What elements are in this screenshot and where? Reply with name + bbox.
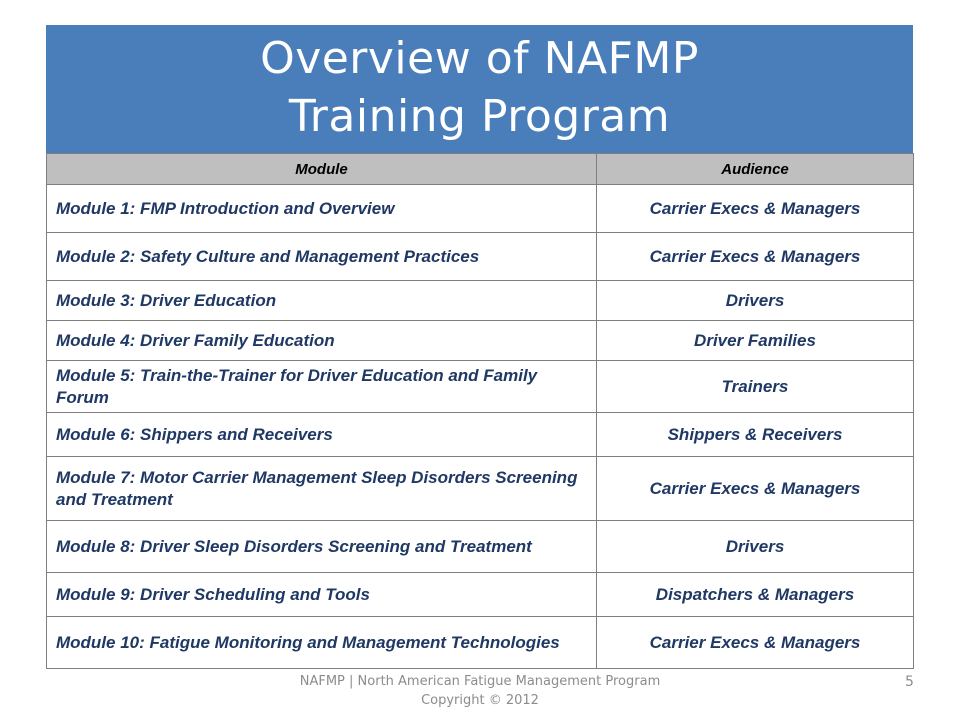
table-row [47, 457, 914, 521]
table-row [47, 281, 914, 321]
audience-cell: Carrier Execs & Managers [597, 233, 914, 281]
module-cell: Module 9: Driver Scheduling and Tools [47, 573, 597, 617]
table-row [47, 321, 914, 361]
audience-cell: Dispatchers & Managers [597, 573, 914, 617]
slide-title-line-2: Training Program [288, 91, 671, 142]
table-row [47, 573, 914, 617]
module-cell: Module 10: Fatigue Monitoring and Management Technologies [47, 617, 597, 669]
module-cell: Module 5: Train-the-Trainer for Driver Education and Family Forum [47, 361, 597, 413]
audience-cell: Drivers [597, 281, 914, 321]
module-cell: Module 6: Shippers and Receivers [47, 413, 597, 457]
table-row [47, 361, 914, 413]
module-cell: Module 7: Motor Carrier Management Sleep Disorders Screening and Treatment [47, 457, 597, 521]
header-module: Module [47, 154, 597, 185]
audience-cell: Drivers [597, 521, 914, 573]
module-cell: Module 2: Safety Culture and Management Practices [47, 233, 597, 281]
audience-cell: Driver Families [597, 321, 914, 361]
audience-cell: Carrier Execs & Managers [597, 457, 914, 521]
audience-cell: Carrier Execs & Managers [597, 617, 914, 669]
table-row [47, 617, 914, 669]
page-number: 5 [905, 674, 914, 690]
module-cell: Module 4: Driver Family Education [47, 321, 597, 361]
table-row [47, 185, 914, 233]
module-cell: Module 3: Driver Education [47, 281, 597, 321]
table-row [47, 233, 914, 281]
header-audience: Audience [597, 154, 914, 185]
table-row [47, 413, 914, 457]
modules-table [46, 153, 914, 669]
footer [0, 672, 960, 710]
table-row [47, 521, 914, 573]
audience-cell: Trainers [597, 361, 914, 413]
audience-cell: Shippers & Receivers [597, 413, 914, 457]
module-cell: Module 8: Driver Sleep Disorders Screening and Treatment [47, 521, 597, 573]
footer-program-name: NAFMP | North American Fatigue Management Program [299, 674, 661, 689]
table-header-row [47, 154, 914, 185]
slide-title-line-1: Overview of NAFMP [260, 33, 699, 84]
module-cell: Module 1: FMP Introduction and Overview [47, 185, 597, 233]
title-banner [46, 25, 913, 153]
footer-copyright: Copyright © 2012 [421, 693, 539, 708]
audience-cell: Carrier Execs & Managers [597, 185, 914, 233]
